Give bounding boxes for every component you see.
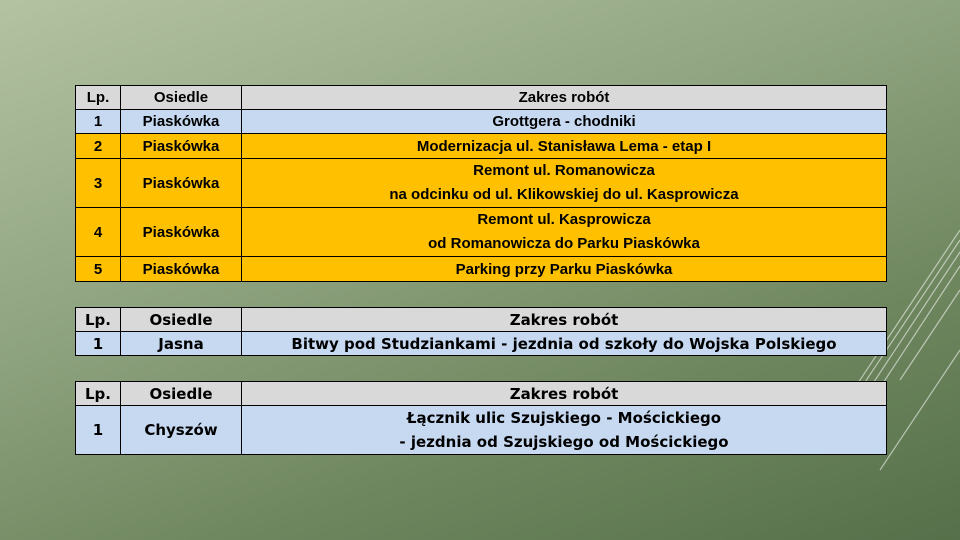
row-osiedle: Piaskówka [121, 134, 242, 159]
row-zakres [242, 110, 887, 134]
table-row [76, 159, 887, 208]
row-zakres [242, 406, 887, 455]
header-lp: Lp. [76, 86, 121, 110]
zakres-line: Modernizacja ul. Stanisława Lema - etap I [416, 137, 712, 155]
header-zakres: Zakres robót [242, 382, 887, 406]
zakres-line: na odcinku od ul. Klikowskiej do ul. Kasprowicza [389, 186, 739, 203]
table-row [76, 406, 887, 455]
zakres-line: Remont ul. Romanowicza [473, 162, 655, 179]
zakres-line: Grottgera - chodniki [492, 113, 636, 130]
works-table-chyszow [75, 381, 887, 455]
zakres-line: Bitwy pod Studziankami - jezdnia od szkoły do Wojska Polskiego [291, 334, 837, 353]
header-osiedle: Osiedle [121, 382, 242, 406]
table-row [76, 110, 887, 134]
header-osiedle: Osiedle [121, 308, 242, 332]
row-osiedle: Piaskówka [121, 159, 242, 208]
works-table-piaskowka [75, 85, 887, 282]
row-zakres [242, 208, 887, 257]
zakres-line: - jezdnia od Szujskiego od Mościckiego [399, 433, 729, 451]
table-header-row [76, 382, 887, 406]
table-row [76, 257, 887, 282]
row-lp: 1 [76, 110, 121, 134]
header-osiedle: Osiedle [121, 86, 242, 110]
row-zakres [242, 332, 887, 356]
zakres-line: od Romanowicza do Parku Piaskówka [428, 235, 700, 252]
works-table-jasna [75, 307, 887, 356]
zakres-line: Parking przy Parku Piaskówka [455, 260, 673, 278]
header-zakres: Zakres robót [242, 308, 887, 332]
row-osiedle: Chyszów [121, 406, 242, 455]
row-osiedle: Piaskówka [121, 110, 242, 134]
row-zakres [242, 257, 887, 282]
zakres-line: Remont ul. Kasprowicza [477, 211, 651, 228]
row-lp: 1 [76, 406, 121, 455]
header-zakres: Zakres robót [242, 86, 887, 110]
row-zakres [242, 134, 887, 159]
row-zakres [242, 159, 887, 208]
header-lp: Lp. [76, 308, 121, 332]
table-row [76, 208, 887, 257]
table-row [76, 332, 887, 356]
row-lp: 1 [76, 332, 121, 356]
table-header-row [76, 86, 887, 110]
table-header-row [76, 308, 887, 332]
row-lp: 4 [76, 208, 121, 257]
row-osiedle: Piaskówka [121, 257, 242, 282]
row-osiedle: Piaskówka [121, 208, 242, 257]
row-lp: 3 [76, 159, 121, 208]
row-osiedle: Jasna [121, 332, 242, 356]
row-lp: 2 [76, 134, 121, 159]
header-lp: Lp. [76, 382, 121, 406]
table-row [76, 134, 887, 159]
zakres-line: Łącznik ulic Szujskiego - Mościckiego [406, 409, 722, 427]
row-lp: 5 [76, 257, 121, 282]
